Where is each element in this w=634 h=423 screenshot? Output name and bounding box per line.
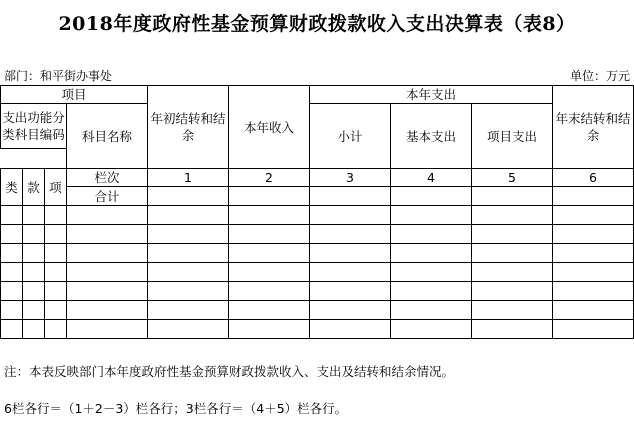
total-row — [1, 187, 634, 206]
table-row — [1, 244, 634, 263]
table-cell — [553, 187, 634, 206]
header-subject-name: 科目名称 — [67, 104, 148, 169]
total-label: 合计 — [67, 187, 148, 206]
table-cell — [310, 187, 391, 206]
header-begin-balance: 年初结转和结余 — [148, 86, 229, 169]
col-number: 1 — [148, 169, 229, 187]
header-basic-exp: 基本支出 — [391, 104, 472, 169]
col-index-label: 栏次 — [67, 169, 148, 187]
header-income: 本年收入 — [229, 86, 310, 169]
budget-table — [0, 85, 634, 339]
header-row-1 — [1, 86, 634, 104]
department-label: 部门：和平街办事处 — [4, 69, 113, 83]
col-number: 3 — [310, 169, 391, 187]
header-subtotal: 小计 — [310, 104, 391, 169]
footnote-description: 注：本表反映部门本年度政府性基金预算财政拨款收入、支出及结转和结余情况。 — [4, 364, 455, 379]
footnote-formula: 6栏各行＝（1＋2－3）栏各行；3栏各行＝（4＋5）栏各行。 — [4, 401, 348, 416]
table-cell — [229, 187, 310, 206]
table-row — [1, 301, 634, 320]
table-cell — [391, 187, 472, 206]
header-end-balance: 年末结转和结余 — [553, 86, 634, 169]
header-project: 项目 — [1, 86, 148, 104]
table-cell — [148, 187, 229, 206]
table-row — [1, 225, 634, 244]
table-cell — [472, 187, 553, 206]
header-lei: 类 — [1, 169, 23, 206]
col-number: 4 — [391, 169, 472, 187]
table-row — [1, 282, 634, 301]
col-number: 6 — [553, 169, 634, 187]
header-project-exp: 项目支出 — [472, 104, 553, 169]
table-row — [1, 263, 634, 282]
table-row — [1, 206, 634, 225]
col-number: 2 — [229, 169, 310, 187]
header-func-code: 支出功能分类科目编码 — [1, 104, 67, 149]
col-number: 5 — [472, 169, 553, 187]
unit-label: 单位：万元 — [569, 69, 630, 83]
table-row — [1, 320, 634, 339]
header-row-2 — [1, 104, 634, 149]
header-expenditure-group: 本年支出 — [310, 86, 553, 104]
header-kuan: 款 — [23, 169, 45, 206]
column-index-row — [1, 169, 634, 187]
report-title: 2018年度政府性基金预算财政拨款收入支出决算表（表8） — [58, 13, 576, 35]
header-xiang: 项 — [45, 169, 67, 206]
